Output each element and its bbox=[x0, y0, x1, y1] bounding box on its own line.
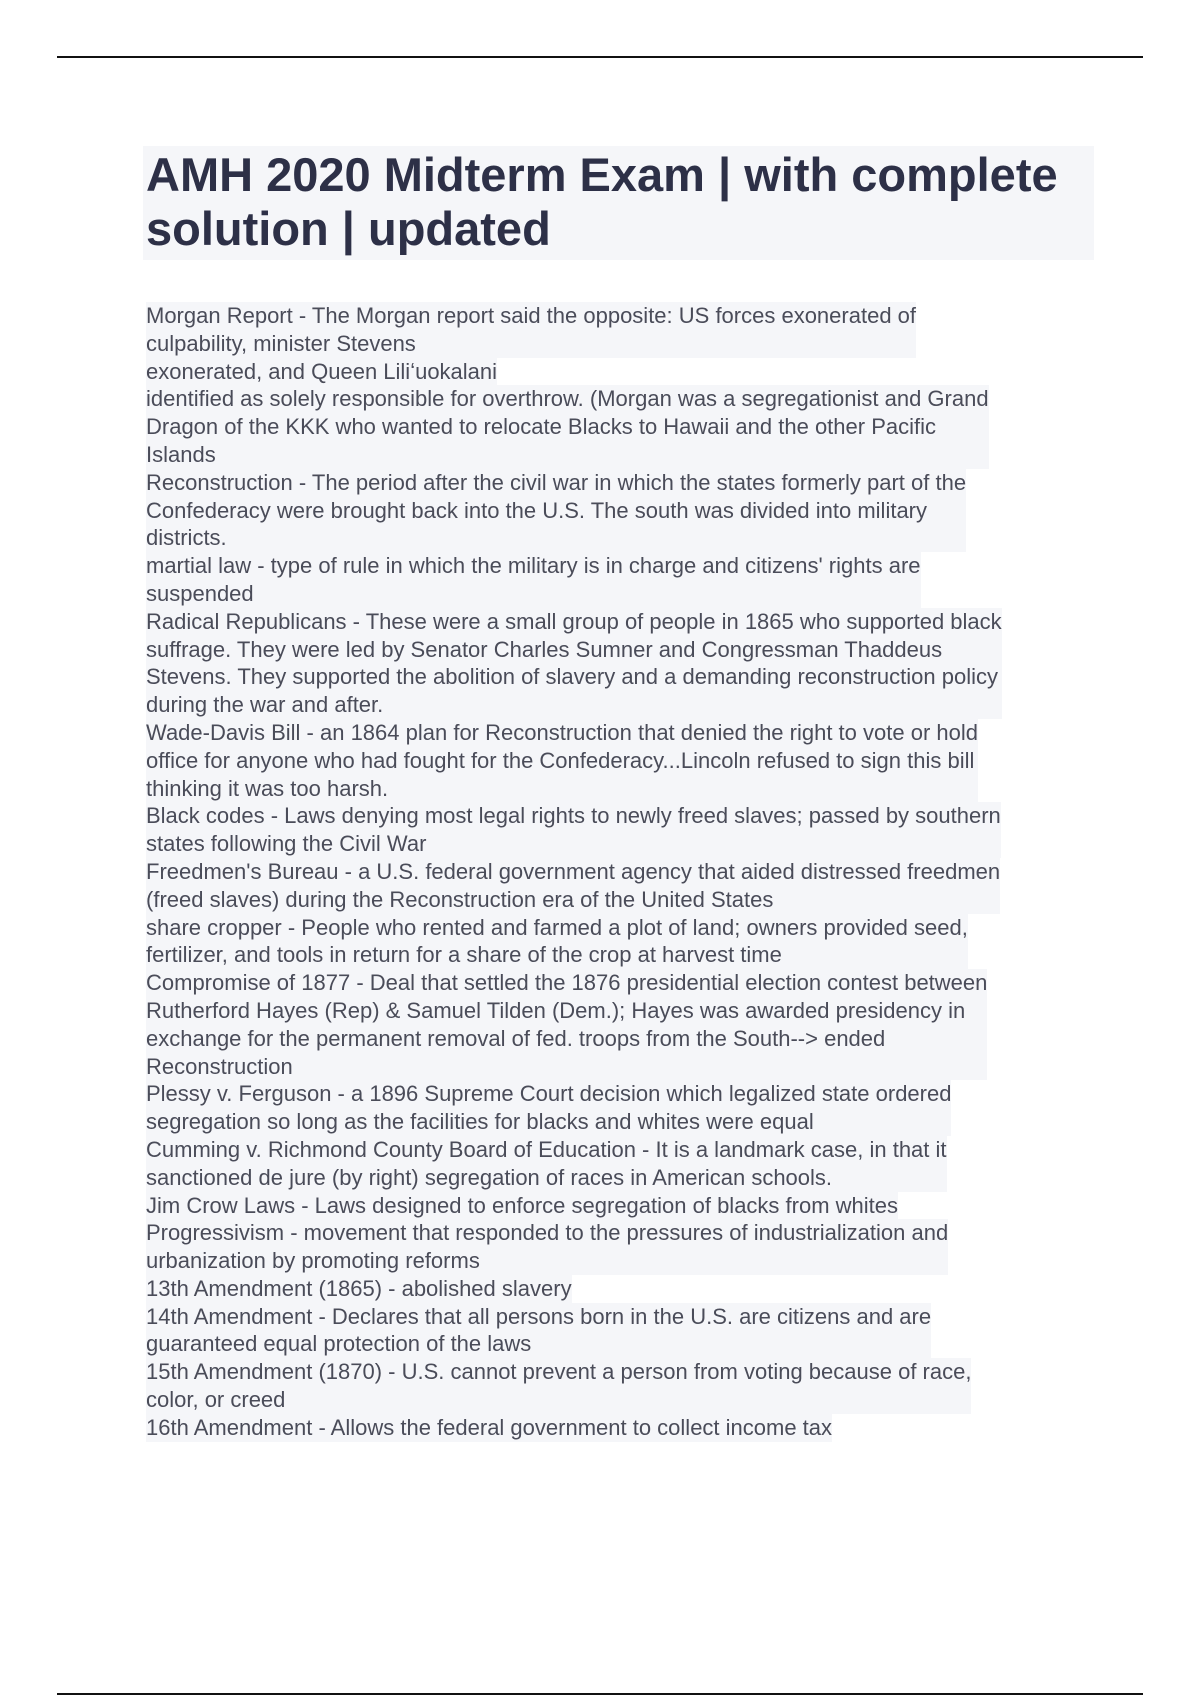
entry-14th-amendment: 14th Amendment - Declares that all persons born in the U.S. are citizens and are guaranteed equal protection of the laws bbox=[146, 1303, 932, 1357]
bottom-rule bbox=[57, 1693, 1143, 1695]
entry-16th-amendment: 16th Amendment - Allows the federal government to collect income tax bbox=[146, 1414, 833, 1440]
entry-freedmens-bureau: Freedmen's Bureau - a U.S. federal government agency that aided distressed freedmen (freed slaves) during the Reconstruction era of the United States bbox=[146, 858, 1001, 912]
entry-reconstruction: Reconstruction - The period after the civil war in which the states formerly part of the Confederacy were brought back into the U.S. The south was divided into military districts. bbox=[146, 469, 967, 551]
top-rule bbox=[57, 56, 1143, 58]
entry-martial-law: martial law - type of rule in which the military is in charge and citizens' rights are suspended bbox=[146, 553, 921, 606]
entry-morgan-report-cont-1: exonerated, and Queen Liliʻuokalani bbox=[146, 358, 498, 384]
document-body bbox=[146, 302, 1096, 1442]
title-block bbox=[143, 146, 1094, 260]
entry-15th-amendment: 15th Amendment (1870) - U.S. cannot prevent a person from voting because of race, color, or creed bbox=[146, 1359, 972, 1413]
entry-plessy-v-ferguson: Plessy v. Ferguson - a 1896 Supreme Court decision which legalized state ordered segregation so long as the facilities for blacks and whites were equal bbox=[146, 1081, 952, 1135]
entry-share-cropper: share cropper - People who rented and farmed a plot of land; owners provided seed, fertilizer, and tools in return for a share of the crop at harvest time bbox=[146, 914, 968, 968]
entry-cumming-v-richmond: Cumming v. Richmond County Board of Education - It is a landmark case, in that it sanctioned de jure (by right) segregation of races in American schools. bbox=[146, 1136, 947, 1190]
document-title: AMH 2020 Midterm Exam | with complete solution | updated bbox=[146, 148, 1058, 255]
entry-morgan-report: Morgan Report - The Morgan report said the opposite: US forces exonerated of culpability, minister Stevens bbox=[146, 303, 917, 356]
entry-radical-republicans: Radical Republicans - These were a small group of people in 1865 who supported black suffrage. They were led by Senator Charles Sumner and Congressman Thaddeus Stevens. They supported the abolition of slavery and a demanding reconstruction policy during the war and after. bbox=[146, 608, 1002, 718]
entry-morgan-report-cont-2: identified as solely responsible for overthrow. (Morgan was a segregationist and Grand Dragon of the KKK who wanted to relocate Blacks to Hawaii and the other Pacific Islands bbox=[146, 386, 989, 467]
entry-13th-amendment: 13th Amendment (1865) - abolished slavery bbox=[146, 1275, 572, 1301]
entry-wade-davis-bill: Wade-Davis Bill - an 1864 plan for Reconstruction that denied the right to vote or hold office for anyone who had fought for the Confederacy...Lincoln refused to sign this bill thinking it was too harsh. bbox=[146, 719, 978, 801]
entry-compromise-1877: Compromise of 1877 - Deal that settled the 1876 presidential election contest between Rutherford Hayes (Rep) & Samuel Tilden (Dem.); Hayes was awarded presidency in exchange for the permanent removal of fed. troops from the South--> ended Reconstruction bbox=[146, 970, 988, 1079]
entry-black-codes: Black codes - Laws denying most legal rights to newly freed slaves; passed by southern states following the Civil War bbox=[146, 803, 1001, 857]
entry-progressivism: Progressivism - movement that responded to the pressures of industrialization and urbanization by promoting reforms bbox=[146, 1220, 949, 1274]
entry-jim-crow-laws: Jim Crow Laws - Laws designed to enforce segregation of blacks from whites bbox=[146, 1192, 899, 1218]
